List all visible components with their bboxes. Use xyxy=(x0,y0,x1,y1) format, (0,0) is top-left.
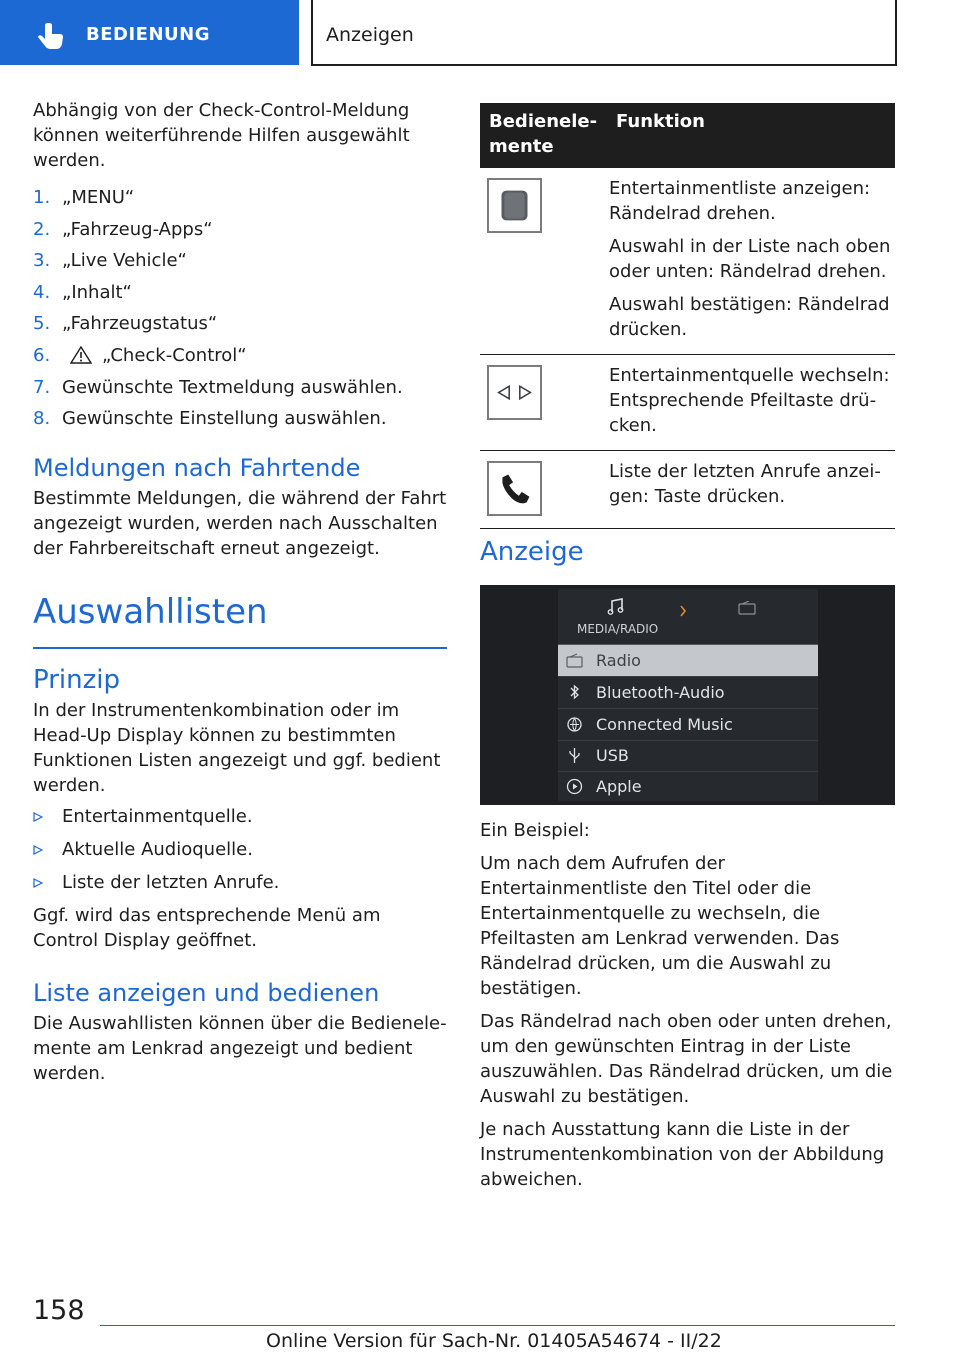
display-screenshot xyxy=(480,585,895,805)
step-text: Gewünschte Textmeldung auswählen. xyxy=(62,376,403,398)
menu-item-label: Bluetooth-Audio xyxy=(596,683,725,702)
step-number: 7. xyxy=(33,376,51,398)
step-list xyxy=(33,185,447,431)
heading-liste: Liste anzeigen und bedienen xyxy=(33,979,380,1008)
step-text: „Live Vehicle“ xyxy=(62,250,187,272)
chevron-right-icon xyxy=(678,605,688,617)
connected-music-icon xyxy=(566,716,583,733)
step-text: „Fahrzeugstatus“ xyxy=(62,313,218,335)
list-item xyxy=(33,248,447,273)
paragraph-beispiel: Ein Beispiel: xyxy=(480,820,590,841)
step-number: 6. xyxy=(33,344,51,366)
music-note-icon xyxy=(606,597,626,617)
step-number: 1. xyxy=(33,187,51,208)
table-cell xyxy=(480,355,607,451)
bullet-text: Entertainmentquelle. xyxy=(62,806,253,828)
menu-item-label: Apple xyxy=(596,777,642,796)
table-row xyxy=(480,451,895,529)
menu-item-usb[interactable] xyxy=(558,740,818,772)
paragraph-3: Je nach Ausstattung kann die Liste in der Instrumentenkombination von der Abbildung abweichen. xyxy=(480,1119,885,1190)
table-header: Bedienelemente xyxy=(480,103,607,168)
thumbwheel-icon xyxy=(487,178,542,233)
footer-online-version: Online Version für Sach-Nr. 01405A54674 - II/22 xyxy=(266,1330,722,1352)
play-icon xyxy=(566,778,583,795)
step-number: 8. xyxy=(33,408,51,430)
list-item xyxy=(33,406,447,431)
right-text-block xyxy=(480,818,895,1192)
heading-auswahllisten: Auswahllisten xyxy=(33,592,268,633)
menu-item-radio[interactable] xyxy=(558,645,818,677)
triangle-bullet-icon xyxy=(33,878,43,888)
function-text: Entertainmentquelle wechseln: Entsprechende Pfeiltaste drücken. xyxy=(609,365,890,436)
section-title: BEDIENUNG xyxy=(86,24,210,45)
bullet-text: Aktuelle Audioquelle. xyxy=(62,839,253,861)
list-item xyxy=(33,837,447,862)
table-row xyxy=(480,168,895,355)
list-item xyxy=(33,217,447,242)
table-cell xyxy=(480,451,607,529)
menu-item-bluetooth-audio[interactable] xyxy=(558,677,818,709)
heading-prinzip: Prinzip xyxy=(33,665,120,696)
arrow-buttons-icon xyxy=(487,365,542,420)
radio-icon xyxy=(738,601,756,615)
function-text: Auswahl bestätigen: Rändelrad drücken. xyxy=(609,294,890,340)
media-menu xyxy=(558,589,818,801)
heading-anzeige: Anzeige xyxy=(480,537,584,567)
paragraph-prinzip: In der Instrumentenkombination oder im Head-Up Display können zu bestimmten Funktionen Listen angezeigt und ggf. bedient werden. xyxy=(33,700,441,797)
step-text: „Fahrzeug-Apps“ xyxy=(62,218,213,240)
list-item xyxy=(33,870,447,895)
paragraph-meldungen: Bestimmte Meldungen, die während der Fahrt angezeigt wurden, werden nach Ausschalten der Fahrbereitschaft erneut angezeigt. xyxy=(33,488,447,560)
radio-icon xyxy=(566,652,583,669)
footer-divider xyxy=(100,1325,895,1326)
menu-item-apple[interactable] xyxy=(558,771,818,802)
list-item xyxy=(33,311,447,336)
step-text: „Inhalt“ xyxy=(62,281,132,303)
step-text: „MENU“ xyxy=(62,187,135,208)
table-cell xyxy=(607,451,895,529)
list-item xyxy=(33,343,447,368)
menu-item-connected-music[interactable] xyxy=(558,709,818,741)
step-text: Gewünschte Einstellung auswählen. xyxy=(62,408,387,430)
function-text: Entertainmentliste anzeigen: Rändelrad drehen. xyxy=(609,178,871,224)
phone-handset-icon xyxy=(487,461,542,516)
menu-title: MEDIA/RADIO xyxy=(577,622,659,636)
bluetooth-icon xyxy=(566,684,583,701)
bullet-list xyxy=(33,804,447,895)
triangle-bullet-icon xyxy=(33,812,43,822)
menu-item-label: Connected Music xyxy=(596,715,733,734)
step-number: 5. xyxy=(33,313,51,335)
hand-pointer-icon xyxy=(36,22,66,52)
list-item xyxy=(33,804,447,829)
paragraph-ggf: Ggf. wird das entsprechende Menü am Control Display geöffnet. xyxy=(33,905,381,952)
menu-item-label: Radio xyxy=(596,651,641,670)
function-text: Liste der letzten Anrufe anzeigen: Taste drücken. xyxy=(609,461,881,507)
intro-text: Abhängig von der Check-Control-Meldung können weiterführende Hilfen ausgewählt werden. xyxy=(33,100,410,171)
table-cell xyxy=(607,355,895,451)
step-number: 3. xyxy=(33,250,51,272)
bullet-text: Liste der letzten Anrufe. xyxy=(62,872,280,894)
menu-item-label: USB xyxy=(596,746,629,765)
table-header: Funktion xyxy=(607,103,895,168)
table-row xyxy=(480,355,895,451)
section-tab xyxy=(0,0,299,65)
step-number: 2. xyxy=(33,218,51,240)
table-header-row xyxy=(480,103,895,168)
paragraph-2: Das Rändelrad nach oben oder unten drehen, um den gewünschten Eintrag in der Liste auszuwählen. Das Rändelrad drücken, um die Auswahl zu bestätigen. xyxy=(480,1011,893,1107)
chapter-box xyxy=(311,0,897,66)
table-cell xyxy=(480,168,607,355)
left-column xyxy=(33,98,447,1086)
heading-meldungen: Meldungen nach Fahrtende xyxy=(33,454,361,483)
list-item xyxy=(33,280,447,305)
list-item xyxy=(33,375,447,400)
chapter-title: Anzeigen xyxy=(326,24,414,46)
list-item xyxy=(33,185,447,210)
triangle-bullet-icon xyxy=(33,845,43,855)
heading-divider xyxy=(33,647,447,649)
warning-triangle-icon xyxy=(70,346,92,364)
function-text: Auswahl in der Liste nach oben oder unten: Rändelrad drehen. xyxy=(609,236,891,282)
paragraph-liste: Die Auswahllisten können über die Bedienelemente am Lenkrad angezeigt und bedient werden. xyxy=(33,1013,447,1085)
table-cell xyxy=(607,168,895,355)
controls-table xyxy=(480,103,895,529)
step-number: 4. xyxy=(33,281,51,303)
usb-icon xyxy=(566,747,583,764)
page-number: 158 xyxy=(33,1295,85,1326)
step-text: „Check-Control“ xyxy=(102,344,247,366)
paragraph-1: Um nach dem Aufrufen der Entertainmentliste den Titel oder die Entertainmentquelle zu wechseln, die Pfeiltasten am Lenkrad verwenden. Das Rändelrad drücken, um die Auswahl zu bestätigen. xyxy=(480,853,840,999)
